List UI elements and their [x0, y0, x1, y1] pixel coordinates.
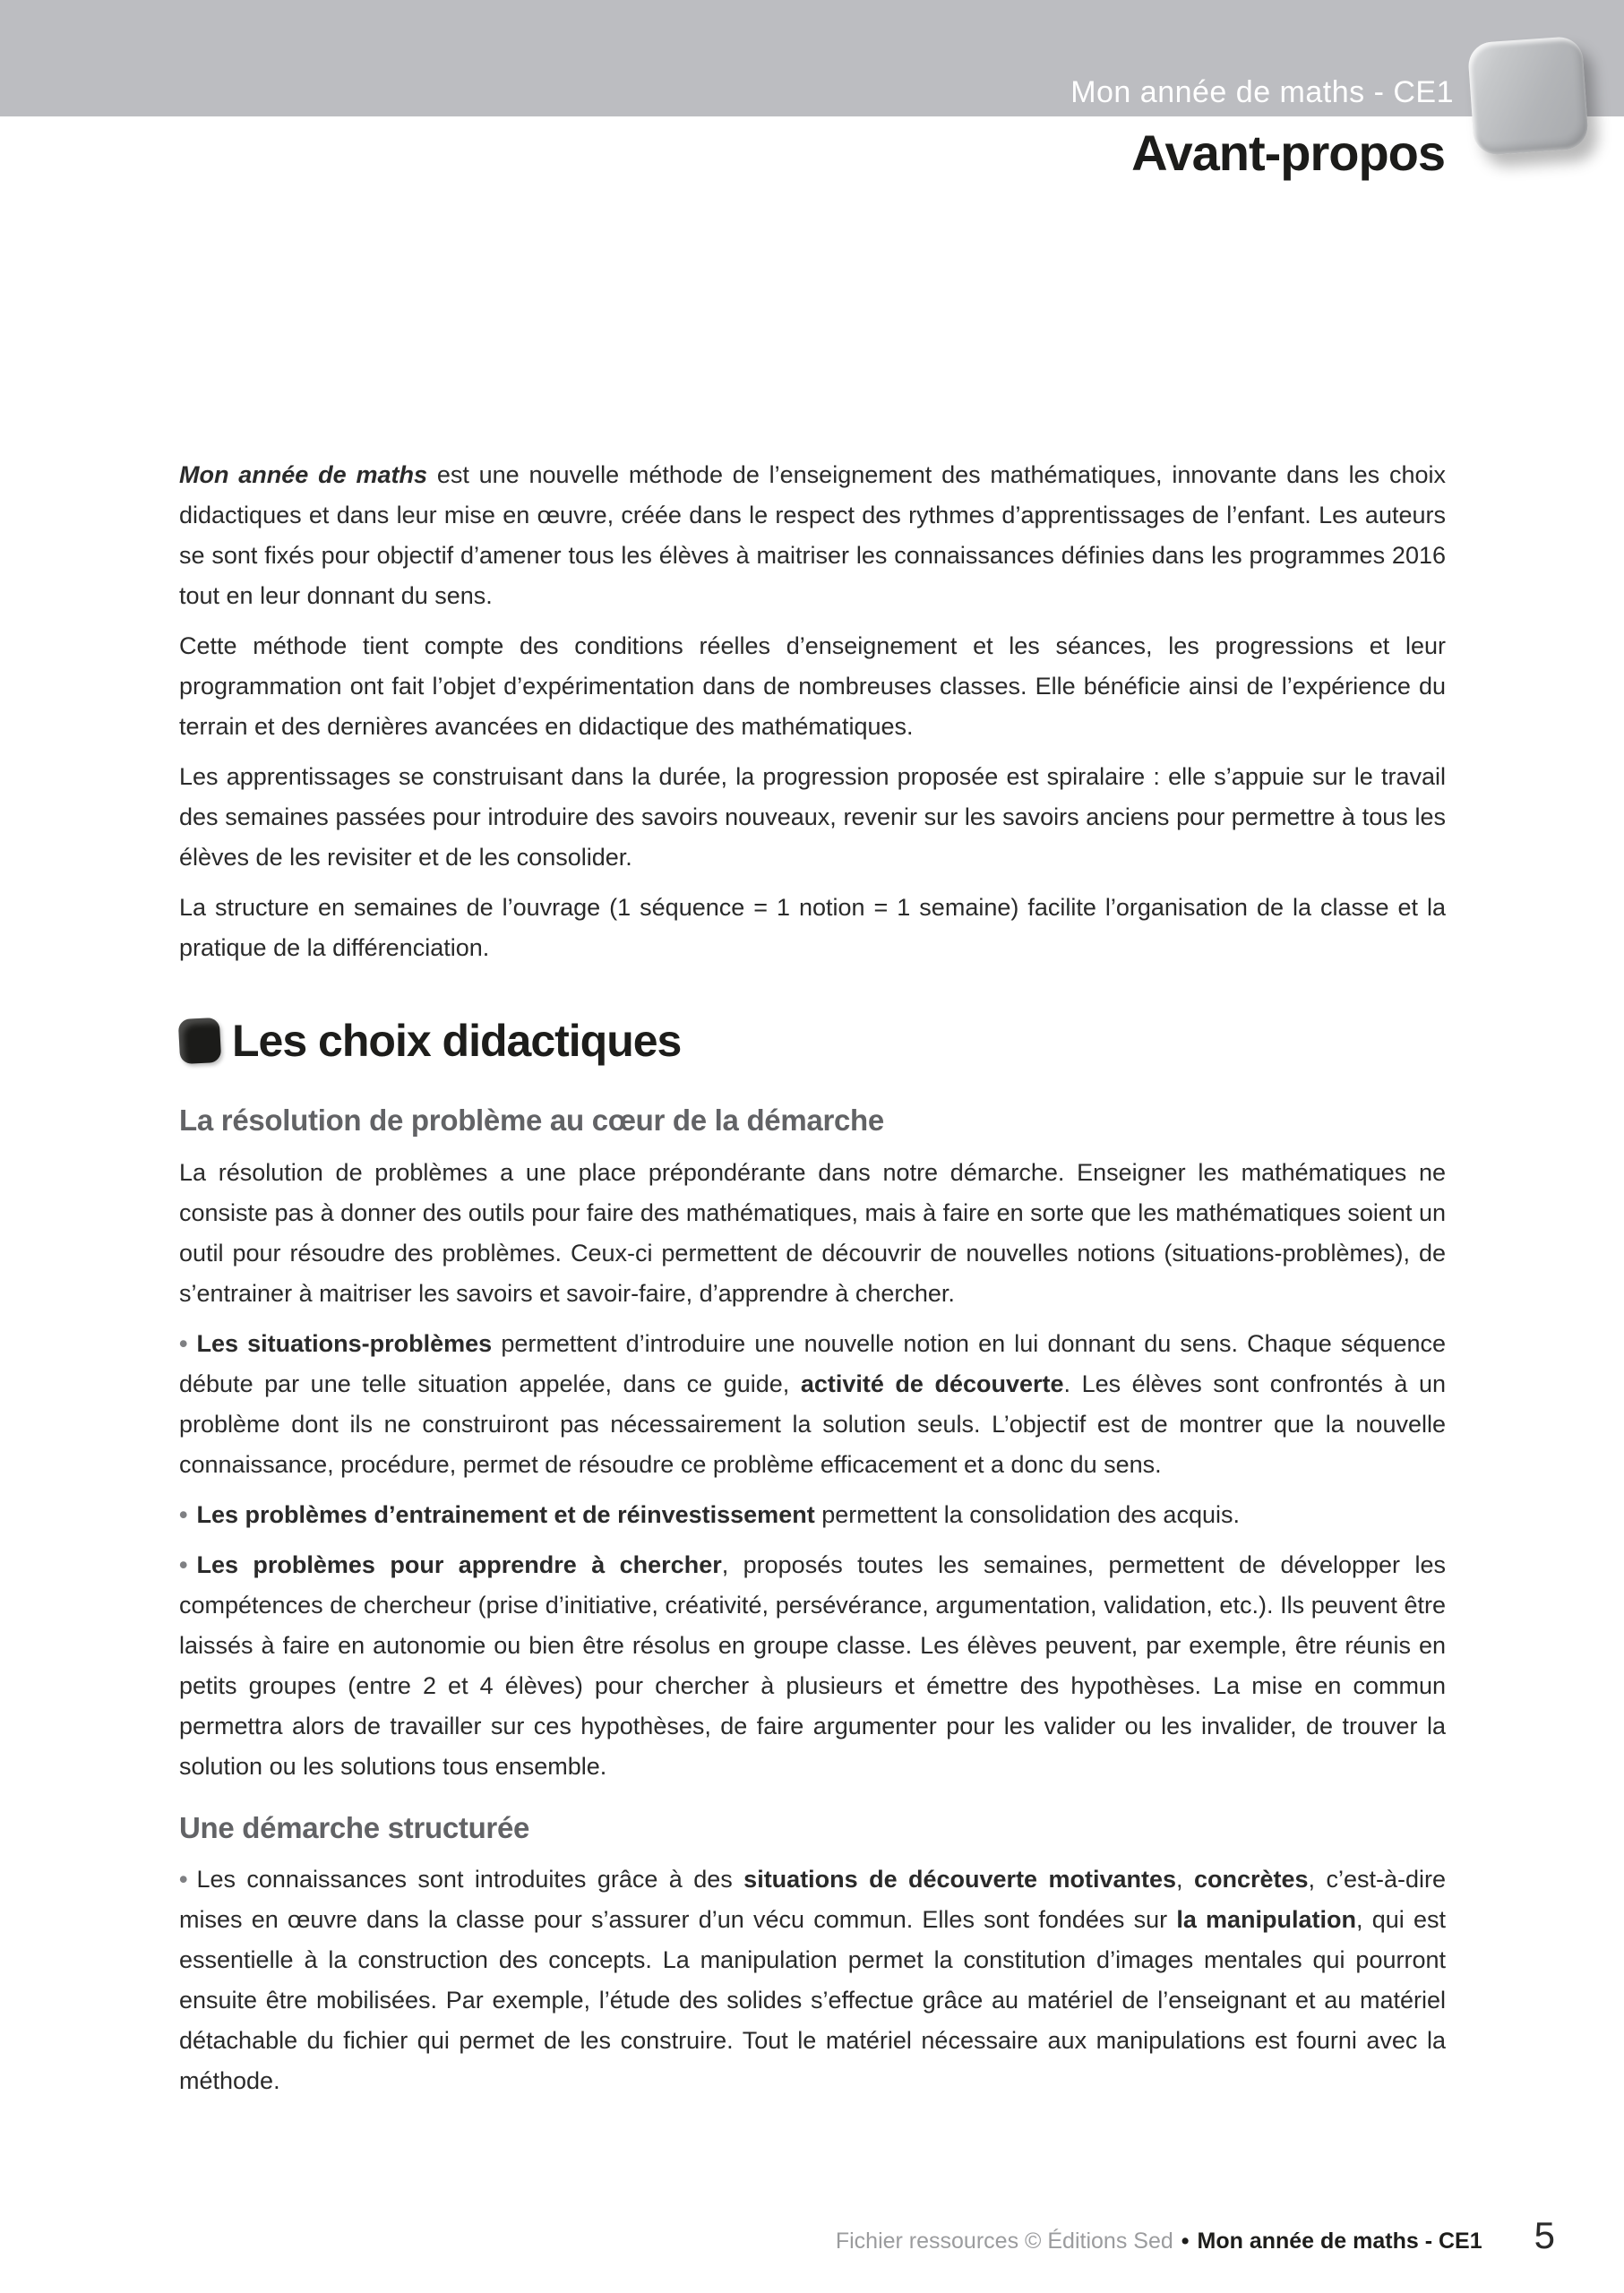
text-segment: activité de découverte [800, 1370, 1064, 1397]
subsection-title-resolution: La résolution de problème au cœur de la démarche [179, 1104, 884, 1137]
footer-book-title: Mon année de maths - CE1 [1197, 2229, 1482, 2254]
section-square-icon [178, 1018, 222, 1064]
text-segment: la manipulation [1176, 1906, 1357, 1934]
text-segment: , proposés toutes les semaines, permettent de développer les compétences de chercheur (prise d’initiative, créativité, persévérance, argumentation, validation, etc.). Ils peuvent être laissés à faire en autonomie ou bien être résolus en groupe classe. Les élèves peuvent, par exemple, être réunis en petits groupes (entre 2 et 4 élèves) pour chercher à plusieurs et émettre des hypothèses. La mise en commun permettra alors de travailler sur ces hypothèses, de faire argumenter pour les valider ou les invalider, de trouver la solution ou les solutions tous ensemble. [179, 1550, 1446, 1780]
text-segment: Les connaissances sont introduites grâce à des [196, 1866, 744, 1894]
intro-paragraph-4 [179, 888, 1446, 968]
intro-paragraph-3 [179, 757, 1446, 878]
text-segment: Mon année de maths [179, 461, 427, 488]
bullet-text [196, 1501, 1240, 1528]
text-segment: . Les élèves sont confrontés à un problème dont ils ne construiront pas nécessairement la solution seuls. L’objectif est de montrer que la nouvelle connaissance, procédure, permet de résoudre ce problème efficacement et a donc du sens. [179, 1370, 1446, 1478]
text-segment: concrètes [1193, 1866, 1309, 1894]
bullet-connaissances [179, 1859, 1446, 2101]
bullet-dot: • [179, 1550, 188, 1578]
intro-paragraph-1 [179, 455, 1446, 616]
text-segment: La structure en semaines de l’ouvrage (1 séquence = 1 notion = 1 semaine) facilite l’organisation de la classe et la pratique de la différenciation. [179, 894, 1446, 961]
footer-imprint: Fichier ressources © Éditions Sed [835, 2229, 1173, 2254]
text-segment: permettent la consolidation des acquis. [814, 1500, 1240, 1528]
text-segment: permettent d’introduire une nouvelle notion en lui donnant du sens. Chaque séquence débute par une telle situation appelée, dans ce guide, [179, 1329, 1446, 1397]
page-title: Avant-propos [1131, 125, 1445, 181]
footer-separator: • [1181, 2229, 1190, 2254]
text-segment: est une nouvelle méthode de l’enseignement des mathématiques, innovante dans les choix didactiques et dans leur mise en œuvre, créée dans le respect des rythmes d’apprentissages de l’enfant. Les auteurs se sont fixés pour objectif d’amener tous les élèves à maitriser les connaissances définies dans les programmes 2016 tout en leur donnant du sens. [179, 461, 1446, 609]
subsection-title-demarche: Une démarche structurée [179, 1810, 530, 1844]
bullet-dot: • [179, 1329, 188, 1357]
section-heading [179, 1016, 1446, 1066]
text-segment: Cette méthode tient compte des conditions réelles d’enseignement et les séances, les progressions et leur programmation ont fait l’objet d’expérimentation dans de nombreuses classes. Elle bénéficie ainsi de l’expérience du terrain et des dernières avancées en didactique des mathématiques. [179, 632, 1446, 740]
page-number: 5 [1534, 2214, 1555, 2256]
bullet-text [179, 1330, 1446, 1478]
text-segment: La résolution de problèmes a une place prépondérante dans notre démarche. Enseigner les mathématiques ne consiste pas à donner des outils pour faire des mathématiques, mais à faire en sorte que les mathématiques soient un outil pour résoudre des problèmes. Ceux-ci permettent de découvrir de nouvelles notions (situations-problèmes), de s’entrainer à maitriser les savoirs et savoir-faire, d’apprendre à chercher. [179, 1158, 1446, 1307]
main-content [179, 455, 1446, 2111]
text-segment: Les apprentissages se construisant dans la durée, la progression proposée est spiralaire : elle s’appuie sur le travail des semaines passées pour introduire des savoirs nouveaux, revenir sur les savoirs anciens pour permettre à tous les élèves de les revisiter et de les consolider. [179, 763, 1446, 871]
text-segment: , [1176, 1866, 1194, 1894]
text-segment: , qui est essentielle à la construction des concepts. La manipulation permet la constitution d’images mentales qui pourront ensuite être mobilisées. Par exemple, l’étude des solides s’effectue grâce au matériel de l’enseignant et au matériel détachable du fichier qui permet de les construire. Tout le matériel nécessaire aux manipulations est fourni avec la méthode. [179, 1906, 1446, 2095]
bullet-problemes-chercher [179, 1545, 1446, 1787]
bullet-text [179, 1551, 1446, 1780]
resolution-intro-paragraph [179, 1153, 1446, 1314]
text-segment: situations de découverte motivantes [743, 1866, 1177, 1894]
bullet-dot: • [179, 1866, 188, 1894]
text-segment: Les problèmes d’entrainement et de réinvestissement [196, 1500, 815, 1528]
bullet-dot: • [179, 1500, 188, 1528]
bullet-situations-problemes [179, 1324, 1446, 1485]
text-segment: Les situations-problèmes [196, 1329, 493, 1357]
page-footer [836, 2214, 1555, 2257]
bullet-text [179, 1866, 1446, 2094]
corner-tab-shape [1467, 36, 1589, 157]
text-segment: Les problèmes pour apprendre à chercher [196, 1550, 722, 1578]
bullet-problemes-entrainement [179, 1495, 1446, 1535]
header-band-label: Mon année de maths - CE1 [1070, 75, 1454, 109]
text-segment: , c’est-à-dire mises en œuvre dans la classe pour s’assurer d’un vécu commun. Elles sont fondées sur [179, 1866, 1446, 1934]
intro-paragraph-2 [179, 626, 1446, 747]
section-title: Les choix didactiques [232, 1016, 682, 1066]
